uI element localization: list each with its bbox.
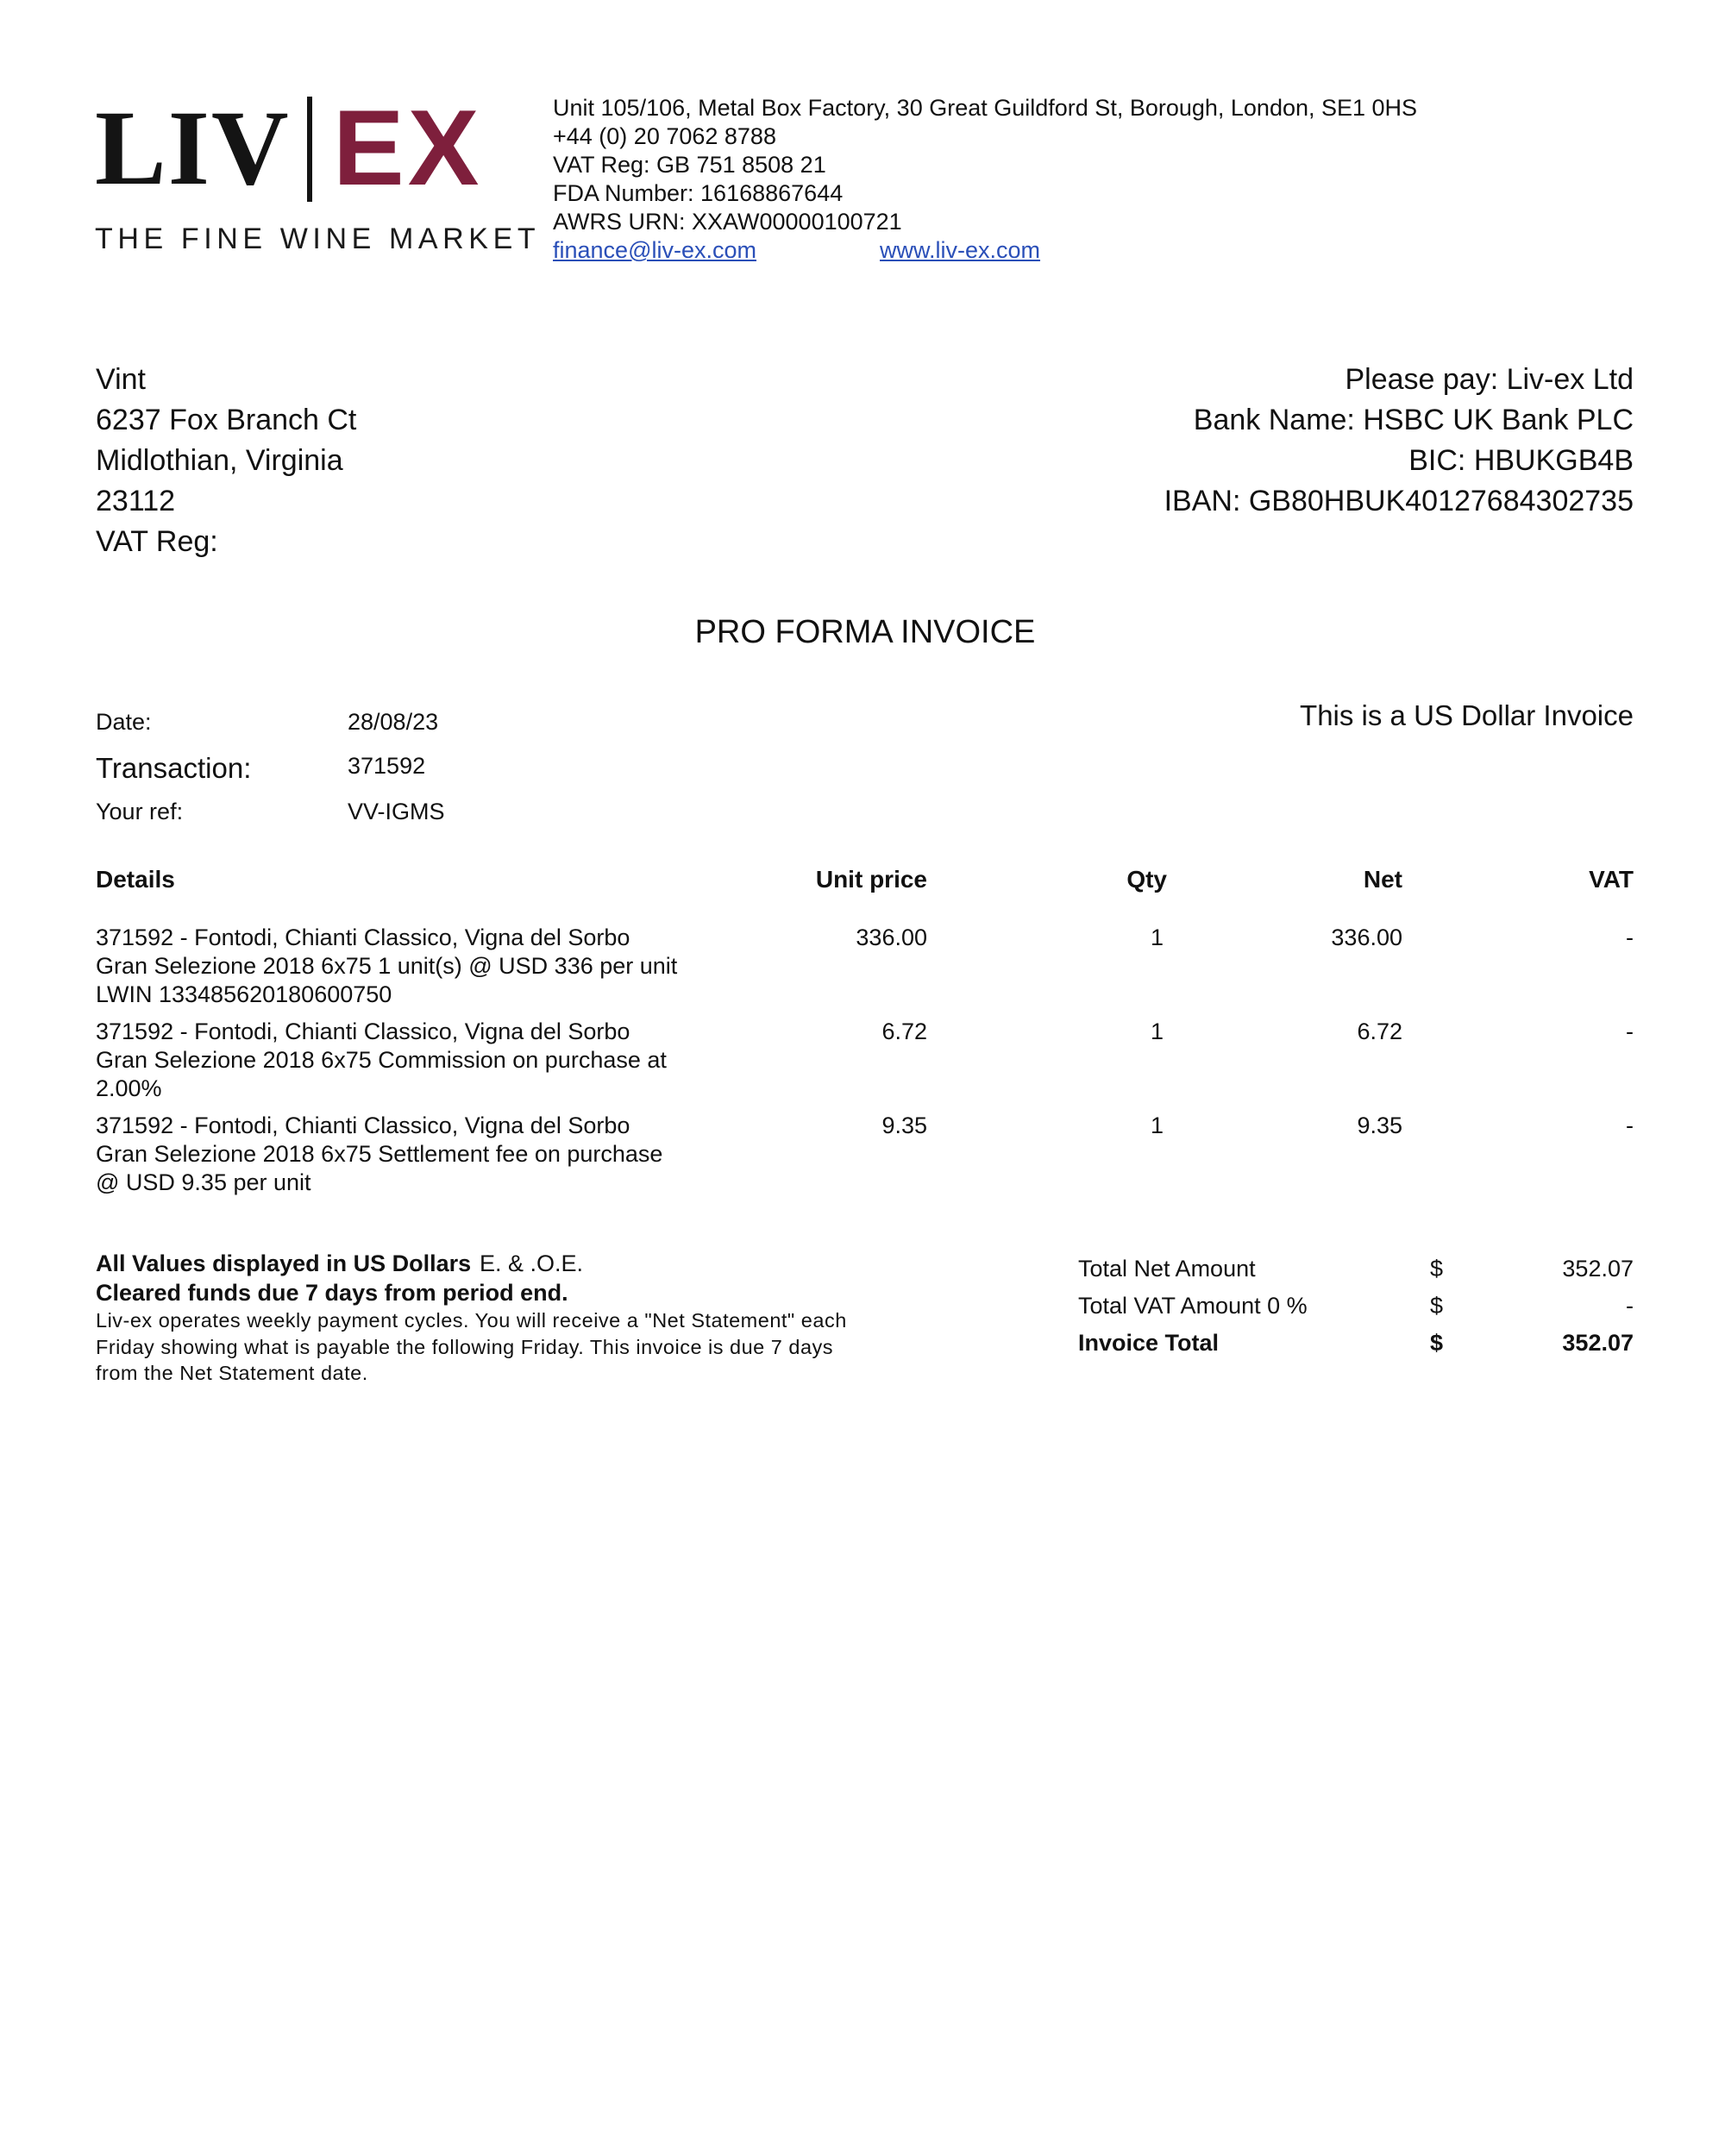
customer-address: [96, 360, 356, 562]
customer-street: 6237 Fox Branch Ct: [96, 404, 357, 436]
date-value: 28/08/23: [348, 709, 439, 735]
customer-name: Vint: [96, 363, 146, 396]
invoice-title: PRO FORMA INVOICE: [694, 614, 1036, 650]
invoice-total-value: 352.07: [1562, 1330, 1634, 1356]
payment-cycle-line: from the Net Statement date.: [96, 1362, 368, 1384]
logo-tagline: THE FINE WINE MARKET: [95, 222, 541, 255]
row-detail-line: LWIN 133485620180600750: [96, 981, 392, 1007]
customer-city: Midlothian, Virginia: [96, 444, 343, 477]
row-net: 9.35: [1357, 1112, 1402, 1138]
company-address: Unit 105/106, Metal Box Factory, 30 Great Guildford St, Borough, London, SE1 0HS: [553, 95, 1418, 121]
row-detail-line: 2.00%: [96, 1075, 162, 1101]
table-row: [96, 924, 699, 1009]
payment-cycle-line: Friday showing what is payable the following Friday. This invoice is due 7 days: [96, 1335, 834, 1358]
total-net-value: 352.07: [1562, 1256, 1634, 1282]
payment-bank: Bank Name: HSBC UK Bank PLC: [1193, 404, 1634, 436]
row-net: 336.00: [1331, 924, 1402, 950]
transaction-label: Transaction:: [96, 752, 252, 784]
logo-liv-text: LIV: [95, 89, 291, 207]
payment-details: [1164, 360, 1634, 522]
funds-note: Cleared funds due 7 days from period end.: [96, 1280, 568, 1306]
row-qty: 1: [1150, 924, 1164, 950]
company-contact: [553, 94, 1417, 265]
row-detail-line: 371592 - Fontodi, Chianti Classico, Vigna del Sorbo: [96, 1018, 630, 1044]
header-vat: VAT: [1589, 866, 1634, 893]
your-ref-value: VV-IGMS: [348, 799, 445, 824]
row-detail-line: @ USD 9.35 per unit: [96, 1169, 311, 1195]
row-vat: -: [1626, 924, 1634, 950]
total-vat-label: Total VAT Amount 0 %: [1078, 1293, 1308, 1319]
header-details: Details: [96, 866, 175, 893]
row-qty: 1: [1150, 1018, 1164, 1044]
row-vat: -: [1626, 1112, 1634, 1138]
customer-zip: 23112: [96, 485, 176, 517]
total-net-currency: $: [1430, 1256, 1444, 1282]
row-net: 6.72: [1357, 1018, 1402, 1044]
payment-payee: Please pay: Liv-ex Ltd: [1345, 363, 1634, 396]
total-vat-currency: $: [1430, 1293, 1444, 1319]
logo-divider: [307, 97, 312, 202]
eoe-note: E. & .O.E.: [480, 1250, 584, 1276]
row-qty: 1: [1150, 1112, 1164, 1138]
website-link[interactable]: www.liv-ex.com: [880, 237, 1041, 263]
row-detail-line: Gran Selezione 2018 6x75 Commission on purchase at: [96, 1047, 667, 1073]
values-note: All Values displayed in US Dollars: [96, 1250, 472, 1276]
email-link[interactable]: finance@liv-ex.com: [553, 237, 756, 263]
company-vat-reg: VAT Reg: GB 751 8508 21: [553, 152, 826, 178]
company-awrs-urn: AWRS URN: XXAW00000100721: [553, 209, 902, 235]
company-fda-number: FDA Number: 16168867644: [553, 180, 844, 206]
total-vat-value: -: [1626, 1293, 1634, 1319]
row-unit-price: 336.00: [856, 924, 927, 950]
row-unit-price: 6.72: [881, 1018, 927, 1044]
row-detail-line: Gran Selezione 2018 6x75 1 unit(s) @ USD 336 per unit: [96, 953, 678, 979]
date-label: Date:: [96, 709, 152, 735]
table-row: [96, 1112, 699, 1197]
invoice-total-label: Invoice Total: [1078, 1330, 1220, 1356]
invoice-total-currency: $: [1430, 1330, 1444, 1356]
currency-note: This is a US Dollar Invoice: [1300, 699, 1634, 731]
payment-cycle-line: Liv-ex operates weekly payment cycles. You will receive a "Net Statement" each: [96, 1309, 847, 1332]
row-vat: -: [1626, 1018, 1634, 1044]
payment-cycle-note: [96, 1307, 847, 1387]
header-net: Net: [1363, 866, 1402, 893]
row-detail-line: Gran Selezione 2018 6x75 Settlement fee on purchase: [96, 1141, 663, 1167]
company-phone: +44 (0) 20 7062 8788: [553, 123, 776, 149]
payment-bic: BIC: HBUKGB4B: [1408, 444, 1634, 477]
total-net-label: Total Net Amount: [1078, 1256, 1256, 1282]
payment-iban: IBAN: GB80HBUK40127684302735: [1164, 485, 1634, 517]
customer-vat-reg: VAT Reg:: [96, 525, 218, 558]
logo-ex-text: EX: [333, 89, 483, 208]
your-ref-label: Your ref:: [96, 799, 184, 824]
table-row: [96, 1018, 699, 1103]
row-unit-price: 9.35: [881, 1112, 927, 1138]
header-unit-price: Unit price: [815, 866, 927, 893]
header-qty: Qty: [1126, 866, 1167, 893]
transaction-value: 371592: [348, 753, 426, 779]
row-detail-line: 371592 - Fontodi, Chianti Classico, Vigna del Sorbo: [96, 1112, 630, 1138]
row-detail-line: 371592 - Fontodi, Chianti Classico, Vigna del Sorbo: [96, 924, 630, 950]
